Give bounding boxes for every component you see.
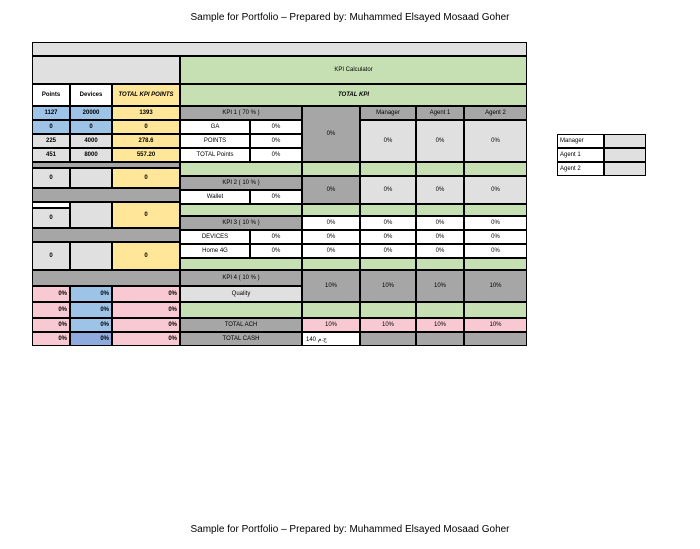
separator-row [32,270,180,286]
total-ach-label: TOTAL ACH [180,318,302,332]
kpi3-header: KPI 3 ( 10 % ) [180,216,302,230]
devices-cell: 8000 [70,148,112,162]
manager-kpi3: 0% [360,216,416,230]
agent1-kpi4: 10% [416,270,464,302]
home-4g-label: Home 4G [180,244,250,258]
separator-row [32,188,180,202]
block-value-cell: 0 [112,202,180,228]
side-value-cell [604,134,646,148]
devices-label: DEVICES [180,230,250,244]
devices-cell: 4000 [70,134,112,148]
devices-value: 0% [250,230,302,244]
green-spacer [464,302,527,318]
total-devices-value: 0% [302,230,360,244]
agent1-total-cash [416,332,464,346]
pct-cell: 0% [32,318,70,332]
total-cash-value: 140 ج.م [302,332,360,346]
page-header: Sample for Portfolio – Prepared by: Muhammed Elsayed Mosaad Goher [190,12,510,23]
agent2-kpi2: 0% [464,176,527,204]
green-spacer [416,258,464,270]
green-spacer [360,258,416,270]
total-cash-label: TOTAL CASH [180,332,302,346]
green-spacer [416,162,464,176]
green-spacer [360,302,416,318]
manager-kpi1: 0% [360,120,416,162]
manager-kpi2: 0% [360,176,416,204]
total-points-cell: 557.20 [112,148,180,162]
green-spacer [464,162,527,176]
points-cell: 0 [32,120,70,134]
block-blank-cell [70,202,112,228]
kpi1-item-value: 0% [250,134,302,148]
green-spacer [302,302,360,318]
pct-cell: 0% [112,332,180,346]
agent2-kpi1: 0% [464,120,527,162]
side-label-agent1: Agent 1 [557,148,604,162]
agent2-kpi4: 10% [464,270,527,302]
block-value-cell: 0 [32,208,70,228]
agent2-kpi3: 0% [464,216,527,230]
agent1-kpi1: 0% [416,120,464,162]
green-spacer [180,162,302,176]
manager-total-cash [360,332,416,346]
total-kpi-title: TOTAL KPI [180,84,527,106]
quality-label: Quality [180,286,302,302]
kpi1-item-label: TOTAL Points [180,148,250,162]
green-spacer [180,302,302,318]
total-ach-value: 10% [302,318,360,332]
block-blank-cell [70,242,112,270]
block-value-cell: 0 [32,168,70,188]
total-points-cell: 1393 [112,106,180,120]
manager-total-ach: 10% [360,318,416,332]
page-footer: Sample for Portfolio – Prepared by: Muhammed Elsayed Mosaad Goher [190,524,510,535]
kpi-calculator-title: KPI Calculator [180,56,527,84]
green-spacer [464,258,527,270]
sheet-top-bar [32,42,527,56]
total-kpi4-value: 10% [302,270,360,302]
agent1-home: 0% [416,244,464,258]
total-kpi1-value: 0% [302,106,360,162]
agent1-devices: 0% [416,230,464,244]
agent1-total-ach: 10% [416,318,464,332]
agent2-total-cash [464,332,527,346]
col-total-kpi-points: TOTAL KPI POINTS [112,84,180,106]
agent2-home: 0% [464,244,527,258]
col-agent2: Agent 2 [464,106,527,120]
agent2-total-ach: 10% [464,318,527,332]
kpi1-item-value: 0% [250,148,302,162]
kpi1-header: KPI 1 ( 70 % ) [180,106,302,120]
side-label-manager: Manager [557,134,604,148]
col-manager: Manager [360,106,416,120]
green-spacer [360,162,416,176]
green-spacer [360,204,416,216]
kpi1-item-value: 0% [250,120,302,134]
kpi4-header: KPI 4 ( 10 % ) [180,270,302,286]
points-cell: 1127 [32,106,70,120]
manager-home: 0% [360,244,416,258]
kpi1-item-label: POINTS [180,134,250,148]
kpi2-header: KPI 2 ( 10 % ) [180,176,302,190]
pct-cell: 0% [32,332,70,346]
total-points-cell: 278.6 [112,134,180,148]
block-value-cell: 0 [32,242,70,270]
pct-cell: 0% [32,302,70,318]
kpi1-item-label: GA [180,120,250,134]
total-kpi2-value: 0% [302,176,360,204]
green-spacer [180,204,302,216]
pct-cell: 0% [112,286,180,302]
pct-cell: 0% [70,286,112,302]
side-value-cell [604,162,646,176]
agent1-kpi3: 0% [416,216,464,230]
green-spacer [416,204,464,216]
green-spacer [302,162,360,176]
total-home-value: 0% [302,244,360,258]
green-spacer [416,302,464,318]
home-4g-value: 0% [250,244,302,258]
block-value-cell: 0 [112,242,180,270]
pct-cell: 0% [112,302,180,318]
side-value-cell [604,148,646,162]
blank-header [32,56,180,84]
pct-cell: 0% [70,302,112,318]
wallet-value: 0% [250,190,302,204]
agent2-devices: 0% [464,230,527,244]
pct-cell: 0% [112,318,180,332]
green-spacer [302,258,360,270]
green-spacer [302,204,360,216]
col-agent1: Agent 1 [416,106,464,120]
manager-devices: 0% [360,230,416,244]
block-value-cell: 0 [112,168,180,188]
separator-row [32,228,180,242]
agent1-kpi2: 0% [416,176,464,204]
points-cell: 225 [32,134,70,148]
col-points: Points [32,84,70,106]
total-points-cell: 0 [112,120,180,134]
points-cell: 451 [32,148,70,162]
devices-cell: 0 [70,120,112,134]
green-spacer [464,204,527,216]
total-kpi3-value: 0% [302,216,360,230]
manager-kpi4: 10% [360,270,416,302]
pct-cell: 0% [70,318,112,332]
block-blank-cell [70,168,112,188]
col-devices: Devices [70,84,112,106]
side-label-agent2: Agent 2 [557,162,604,176]
pct-cell: 0% [32,286,70,302]
pct-cell: 0% [70,332,112,346]
devices-cell: 20000 [70,106,112,120]
green-spacer [180,258,302,270]
wallet-label: Wallet [180,190,250,204]
